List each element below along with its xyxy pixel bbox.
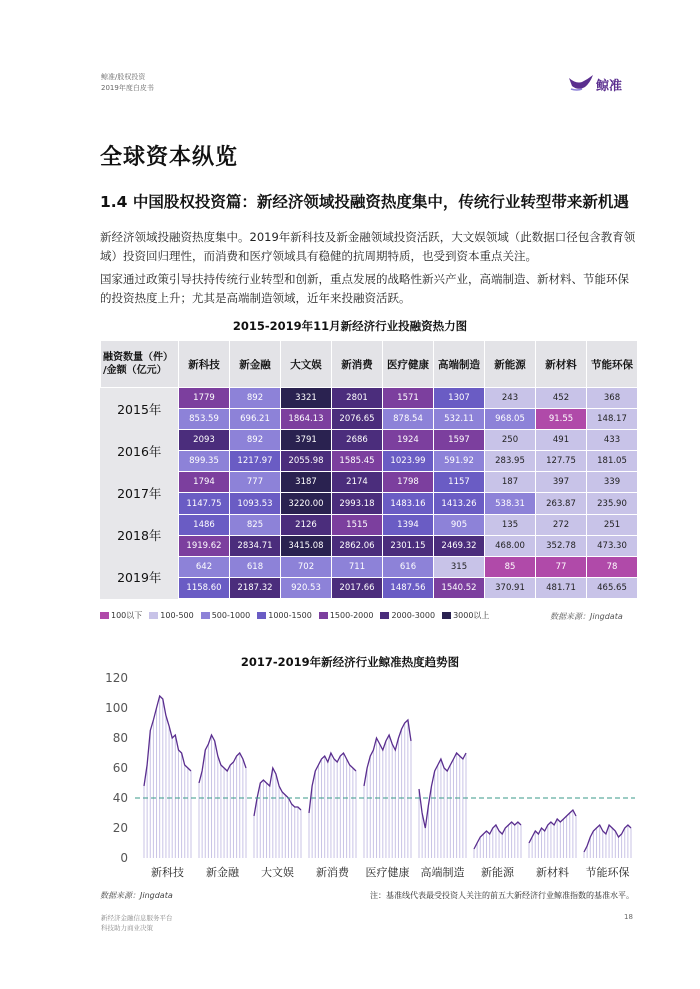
heatmap-cell: 642	[179, 556, 230, 577]
heatmap-cell: 3791	[281, 430, 332, 451]
heatmap-cell: 1919.62	[179, 535, 230, 556]
heatmap-cell: 1924	[383, 430, 434, 451]
heatmap-row	[101, 535, 638, 556]
trend-line	[254, 768, 301, 816]
heatmap-header-row	[101, 341, 638, 388]
heatmap-cell: 135	[485, 514, 536, 535]
heatmap-cell: 148.17	[587, 409, 638, 430]
legend-label: 1500-2000	[329, 611, 374, 620]
heatmap-cell: 1023.99	[383, 451, 434, 472]
heatmap-cell: 1798	[383, 472, 434, 493]
heatmap-cell: 397	[536, 472, 587, 493]
heatmap-cell: 1483.16	[383, 493, 434, 514]
trend-note: 注：基准线代表最受投资人关注的前五大新经济行业鲸准指数的基准水平。	[370, 891, 634, 900]
heatmap-cell: 702	[281, 556, 332, 577]
x-category-label: 大文娱	[261, 866, 294, 879]
legend-swatch	[380, 612, 389, 619]
legend-label: 3000以上	[453, 611, 490, 620]
corner-line1: 融资数量（件）	[103, 352, 173, 363]
x-category-label: 新材料	[536, 866, 569, 879]
footer-line2: 科技助力商业决策	[101, 924, 153, 932]
trend-chart-title: 2017-2019年新经济行业鲸准热度趋势图	[240, 655, 460, 669]
page-number: 18	[624, 913, 633, 921]
heatmap-row	[101, 493, 638, 514]
heatmap-cell: 1571	[383, 388, 434, 409]
doc-header	[101, 72, 154, 94]
heatmap-cell: 368	[587, 388, 638, 409]
year-label: 2018年	[101, 514, 179, 556]
heatmap-cell: 1486	[179, 514, 230, 535]
heatmap-cell: 78	[587, 556, 638, 577]
heatmap-cell: 711	[332, 556, 383, 577]
heatmap-cell: 853.59	[179, 409, 230, 430]
heatmap-cell: 481.71	[536, 577, 587, 598]
heatmap-cell: 1794	[179, 472, 230, 493]
legend-item	[319, 611, 374, 620]
legend-label: 500-1000	[211, 611, 251, 620]
column-header: 医疗健康	[383, 341, 434, 388]
heatmap-cell: 468.00	[485, 535, 536, 556]
footer	[101, 913, 173, 933]
heatmap-cell: 920.53	[281, 577, 332, 598]
heatmap-cell: 2093	[179, 430, 230, 451]
heatmap-cell: 1540.52	[434, 577, 485, 598]
heatmap-cell: 251	[587, 514, 638, 535]
x-category-label: 新科技	[151, 866, 184, 879]
heatmap-cell: 263.87	[536, 493, 587, 514]
heatmap-cell: 2076.65	[332, 409, 383, 430]
heatmap-cell: 1394	[383, 514, 434, 535]
trend-line	[199, 735, 246, 783]
trend-line	[529, 810, 576, 843]
heatmap-cell: 2017.66	[332, 577, 383, 598]
legend-item	[149, 611, 193, 620]
heatmap-cell: 1779	[179, 388, 230, 409]
legend-swatch	[100, 612, 109, 619]
heatmap-cell: 777	[230, 472, 281, 493]
heatmap-row	[101, 451, 638, 472]
whale-logo-icon	[568, 74, 594, 92]
legend-label: 100以下	[111, 611, 143, 620]
trend-chart	[95, 668, 645, 883]
heatmap-cell: 1413.26	[434, 493, 485, 514]
x-category-label: 节能环保	[585, 866, 630, 879]
logo-text: 鲸准	[596, 79, 623, 94]
legend-swatch	[319, 612, 328, 619]
y-tick-label: 100	[105, 701, 128, 715]
heatmap-cell: 2187.32	[230, 577, 281, 598]
heatmap-corner	[101, 341, 179, 388]
column-header: 高端制造	[434, 341, 485, 388]
heatmap-row	[101, 388, 638, 409]
heatmap-cell: 618	[230, 556, 281, 577]
x-category-label: 高端制造	[420, 866, 465, 879]
heatmap-cell: 3220.00	[281, 493, 332, 514]
x-category-label: 新消费	[316, 866, 349, 879]
heatmap-cell: 2126	[281, 514, 332, 535]
x-category-label: 医疗健康	[365, 866, 410, 879]
heatmap-cell: 878.54	[383, 409, 434, 430]
heatmap-cell: 235.90	[587, 493, 638, 514]
trend-line	[419, 753, 466, 828]
heatmap-cell: 181.05	[587, 451, 638, 472]
heatmap-cell: 465.65	[587, 577, 638, 598]
heatmap-cell: 2686	[332, 430, 383, 451]
heatmap-row	[101, 556, 638, 577]
heatmap-cell: 272	[536, 514, 587, 535]
heatmap-cell: 187	[485, 472, 536, 493]
legend-label: 2000-3000	[391, 611, 436, 620]
column-header: 新能源	[485, 341, 536, 388]
trend-line	[584, 825, 631, 852]
heatmap-source: 数据来源：Jingdata	[550, 612, 623, 621]
paragraph-2: 国家通过政策引导扶持传统行业转型和创新，重点发展的战略性新兴产业，高端制造、新材料、节能环保的投资热度上升；尤其是高端制造领域，近年来投融资活跃。	[100, 272, 629, 305]
heatmap-cell: 1158.60	[179, 577, 230, 598]
section-title: 全球资本纵览	[100, 145, 239, 170]
heatmap-cell: 3321	[281, 388, 332, 409]
heatmap-cell: 315	[434, 556, 485, 577]
y-tick-label: 80	[112, 731, 128, 745]
legend-item	[257, 611, 312, 620]
heatmap-cell: 433	[587, 430, 638, 451]
heatmap-row	[101, 409, 638, 430]
y-tick-label: 120	[105, 671, 128, 685]
heatmap-cell: 532.11	[434, 409, 485, 430]
heatmap-cell: 77	[536, 556, 587, 577]
heatmap-cell: 3415.08	[281, 535, 332, 556]
heatmap-cell: 250	[485, 430, 536, 451]
legend-item	[380, 611, 435, 620]
heatmap-row	[101, 577, 638, 598]
trend-line	[309, 753, 356, 813]
heatmap-table	[100, 340, 638, 599]
heatmap-row	[101, 472, 638, 493]
heatmap-cell: 825	[230, 514, 281, 535]
heatmap-cell: 1307	[434, 388, 485, 409]
heatmap-cell: 2469.32	[434, 535, 485, 556]
corner-line2: /金额（亿元）	[103, 365, 167, 376]
legend-label: 100-500	[160, 611, 194, 620]
heatmap-cell: 1217.97	[230, 451, 281, 472]
heatmap-cell: 591.92	[434, 451, 485, 472]
legend-swatch	[257, 612, 266, 619]
heatmap-row	[101, 430, 638, 451]
footer-line1: 新经济金融信息服务平台	[101, 914, 173, 922]
y-tick-label: 40	[112, 791, 128, 805]
y-tick-label: 60	[112, 761, 128, 775]
heatmap-cell: 968.05	[485, 409, 536, 430]
heatmap-legend	[100, 610, 496, 621]
legend-swatch	[442, 612, 451, 619]
subsection-title: 1.4 中国股权投资篇：新经济领域投融资热度集中，传统行业转型带来新机遇	[100, 193, 629, 211]
trend-line	[144, 696, 191, 786]
heatmap-cell: 283.95	[485, 451, 536, 472]
legend-item	[442, 610, 489, 621]
heatmap-cell: 538.31	[485, 493, 536, 514]
heatmap-cell: 892	[230, 388, 281, 409]
heatmap-cell: 3187	[281, 472, 332, 493]
heatmap-cell: 2993.18	[332, 493, 383, 514]
x-category-label: 新金融	[206, 866, 239, 879]
heatmap-cell: 899.35	[179, 451, 230, 472]
heatmap-cell: 892	[230, 430, 281, 451]
heatmap-row	[101, 514, 638, 535]
column-header: 新材料	[536, 341, 587, 388]
heatmap-cell: 1147.75	[179, 493, 230, 514]
heatmap-title: 2015-2019年11月新经济行业投融资热力图	[232, 319, 468, 333]
heatmap-cell: 2801	[332, 388, 383, 409]
y-tick-label: 0	[120, 851, 128, 865]
heatmap-cell: 2174	[332, 472, 383, 493]
legend-swatch	[149, 612, 158, 619]
column-header: 新金融	[230, 341, 281, 388]
legend-label: 1000-1500	[268, 611, 312, 620]
trend-source: 数据来源：Jingdata	[100, 891, 173, 900]
heatmap-cell: 616	[383, 556, 434, 577]
heatmap-cell: 696.21	[230, 409, 281, 430]
heatmap-cell: 1487.56	[383, 577, 434, 598]
heatmap-cell: 85	[485, 556, 536, 577]
heatmap-cell: 1157	[434, 472, 485, 493]
heatmap-cell: 2055.98	[281, 451, 332, 472]
heatmap-cell: 491	[536, 430, 587, 451]
trend-line	[474, 822, 521, 849]
y-tick-label: 20	[112, 821, 128, 835]
column-header: 新消费	[332, 341, 383, 388]
heatmap-cell: 127.75	[536, 451, 587, 472]
legend-item	[100, 610, 142, 621]
column-header: 新科技	[179, 341, 230, 388]
column-header: 节能环保	[587, 341, 638, 388]
header-line1: 鲸准/股权投资	[101, 73, 146, 81]
year-label: 2016年	[101, 430, 179, 472]
year-label: 2017年	[101, 472, 179, 514]
heatmap-cell: 2301.15	[383, 535, 434, 556]
heatmap-cell: 91.55	[536, 409, 587, 430]
year-label: 2019年	[101, 556, 179, 598]
heatmap-cell: 452	[536, 388, 587, 409]
heatmap-cell: 473.30	[587, 535, 638, 556]
legend-item	[201, 611, 251, 620]
heatmap-cell: 2862.06	[332, 535, 383, 556]
heatmap-cell: 905	[434, 514, 485, 535]
heatmap-cell: 1093.53	[230, 493, 281, 514]
x-category-label: 新能源	[481, 866, 514, 879]
header-line2: 2019年度白皮书	[101, 84, 154, 92]
heatmap-cell: 1515	[332, 514, 383, 535]
trend-line	[364, 720, 411, 786]
heatmap-cell: 1585.45	[332, 451, 383, 472]
heatmap-cell: 1864.13	[281, 409, 332, 430]
legend-swatch	[201, 612, 210, 619]
column-header: 大文娱	[281, 341, 332, 388]
logo	[568, 74, 658, 94]
heatmap-cell: 339	[587, 472, 638, 493]
paragraph-1: 新经济领域投融资热度集中。2019年新科技及新金融领域投资活跃，大文娱领域（此数据口径包含教育领域）投资回归理性，而消费和医疗领域具有稳健的抗周期特质，也受到资本重点关注。	[100, 230, 636, 263]
heatmap-cell: 243	[485, 388, 536, 409]
heatmap-cell: 370.91	[485, 577, 536, 598]
heatmap-cell: 2834.71	[230, 535, 281, 556]
heatmap-cell: 352.78	[536, 535, 587, 556]
year-label: 2015年	[101, 388, 179, 430]
heatmap-cell: 1597	[434, 430, 485, 451]
